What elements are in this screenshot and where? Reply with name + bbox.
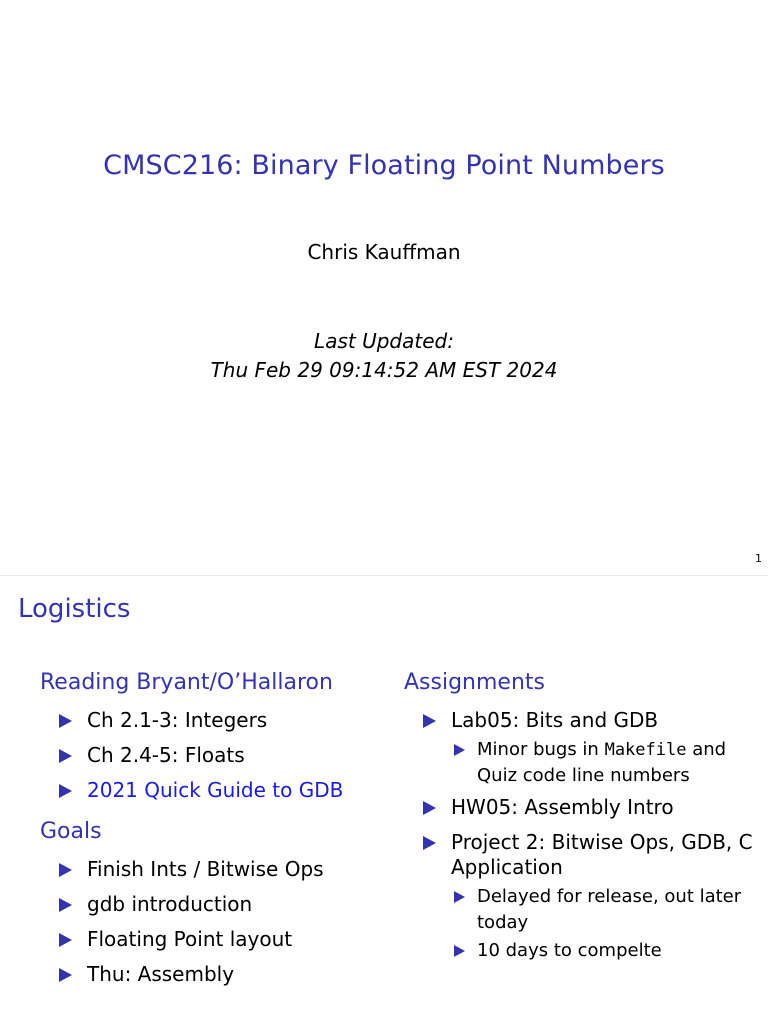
- author-name: Chris Kauffman: [307, 240, 461, 264]
- frame-title: Logistics: [18, 594, 131, 624]
- list-item: Lab05: Bits and GDB Minor bugs in Makefile and Quiz code line numbers: [404, 708, 759, 789]
- makefile-code: Makefile: [604, 740, 687, 760]
- bullet-triangle-icon: [59, 863, 72, 877]
- bullet-triangle-icon: [59, 968, 72, 982]
- list-item: Thu: Assembly: [40, 962, 385, 987]
- left-column: [40, 668, 385, 997]
- list-item: Ch 2.4-5: Floats: [40, 743, 385, 768]
- gdb-guide-link[interactable]: 2021 Quick Guide to GDB: [87, 778, 344, 802]
- list-item: [40, 778, 385, 803]
- assignments-heading: Assignments: [404, 670, 545, 695]
- list-item: gdb introduction: [40, 892, 385, 917]
- page-number: 1: [755, 552, 762, 565]
- bullet-triangle-icon: [423, 836, 436, 850]
- project2-sublist: [451, 884, 759, 964]
- sub-list-item: 10 days to compelte: [451, 938, 759, 964]
- reading-heading: Reading Bryant/O’Hallaron: [40, 670, 333, 695]
- last-updated: [0, 327, 768, 385]
- reading-list: [40, 708, 385, 803]
- bullet-triangle-icon: [423, 801, 436, 815]
- list-item: Project 2: Bitwise Ops, GDB, C Application Delayed for release, out later today 10 days to compelte: [404, 830, 759, 964]
- bullet-triangle-icon: [59, 898, 72, 912]
- bullet-triangle-icon: [423, 714, 436, 728]
- goals-list: [40, 857, 385, 987]
- sub-list-item: Minor bugs in Makefile and Quiz code line numbers: [451, 737, 759, 789]
- bullet-triangle-icon: [454, 891, 465, 903]
- logistics-slide: [0, 576, 768, 1024]
- last-updated-label: Last Updated:: [314, 329, 454, 353]
- right-column: [404, 668, 759, 974]
- sub-list-item: Delayed for release, out later today: [451, 884, 759, 936]
- assignments-list: [404, 708, 759, 964]
- last-updated-value: Thu Feb 29 09:14:52 AM EST 2024: [210, 358, 558, 382]
- list-item: Finish Ints / Bitwise Ops: [40, 857, 385, 882]
- bullet-triangle-icon: [59, 749, 72, 763]
- goals-heading: Goals: [40, 819, 102, 844]
- list-item: Ch 2.1-3: Integers: [40, 708, 385, 733]
- lab05-sublist: [451, 737, 759, 789]
- bullet-triangle-icon: [59, 933, 72, 947]
- bullet-triangle-icon: [59, 714, 72, 728]
- bullet-triangle-icon: [454, 744, 465, 756]
- bullet-triangle-icon: [59, 784, 72, 798]
- bullet-triangle-icon: [454, 945, 465, 957]
- slide-title: CMSC216: Binary Floating Point Numbers: [103, 150, 665, 181]
- list-item: HW05: Assembly Intro: [404, 795, 759, 820]
- list-item: Floating Point layout: [40, 927, 385, 952]
